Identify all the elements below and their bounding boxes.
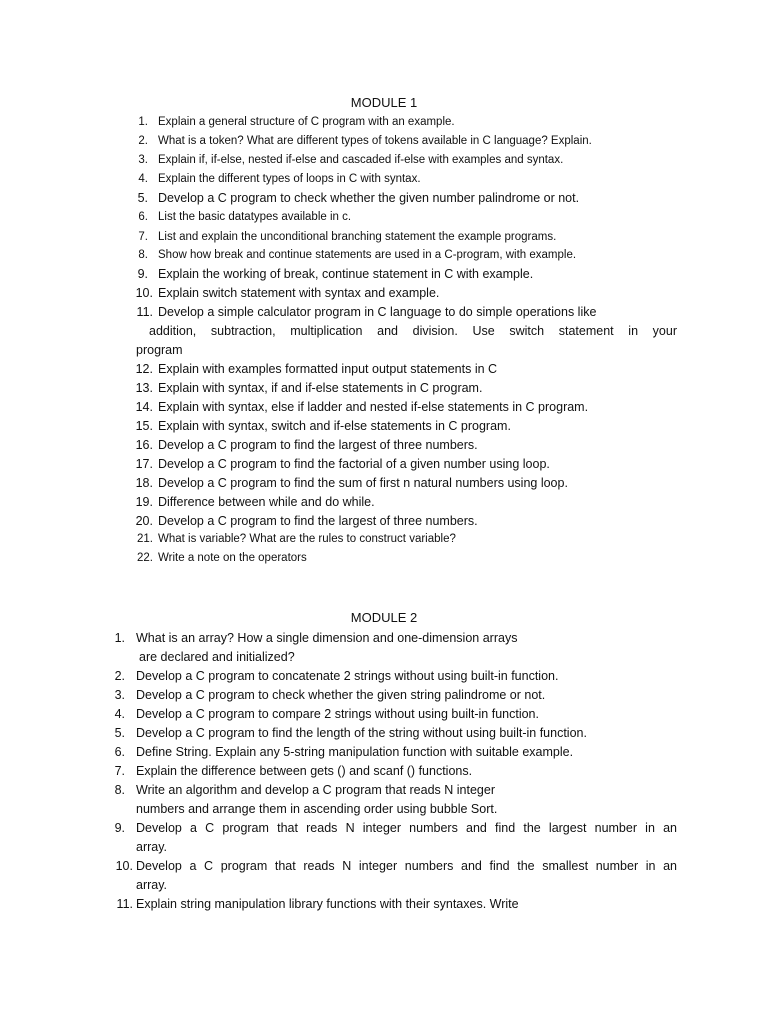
item-number: 9. (137, 267, 148, 281)
item-text: Difference between while and do while. (158, 495, 375, 509)
item-text: Write an algorithm and develop a C program that reads N integer (136, 783, 495, 797)
item-number: 8. (138, 249, 148, 261)
item-number: 4. (138, 173, 148, 185)
item-number: 13. (135, 381, 153, 395)
item-text: Develop a C program to find the sum of first n natural numbers using loop. (158, 476, 568, 490)
item-text: Develop a C program to find the largest of three numbers. (158, 514, 478, 528)
item-number: 5. (114, 726, 125, 740)
item-text: What is a token? What are different types of tokens available in C language? Explain. (158, 135, 592, 147)
item-text: Explain with syntax, else if ladder and nested if-else statements in C program. (158, 400, 589, 414)
list-item-continuation: addition, subtraction, multiplication and division. Use switch statement in your (149, 324, 677, 338)
item-number: 3. (114, 688, 125, 702)
item-number: 4. (114, 707, 125, 721)
list-item-continuation: are declared and initialized? (139, 650, 295, 664)
item-number: 11. (116, 897, 133, 911)
item-text: What is variable? What are the rules to construct variable? (158, 533, 456, 545)
item-text: Develop a C program to check whether the given number palindrome or not. (158, 191, 580, 205)
item-text: Develop a C program to find the length of the string without using built-in function. (136, 726, 587, 740)
item-text: Develop a C program to check whether the given string palindrome or not. (136, 688, 546, 702)
item-text: Develop a C program to concatenate 2 strings without using built-in function. (136, 669, 559, 683)
item-text: Explain with syntax, if and if-else statements in C program. (158, 381, 483, 395)
item-text: Explain the different types of loops in C with syntax. (158, 173, 421, 185)
item-text: Explain switch statement with syntax and example. (158, 286, 440, 300)
item-text: Explain if, if-else, nested if-else and cascaded if-else with examples and syntax. (158, 154, 564, 166)
item-text: Define String. Explain any 5-string manipulation function with suitable example. (136, 745, 574, 759)
module-1-title: MODULE 1 (350, 95, 418, 110)
item-number: 10. (115, 859, 133, 873)
item-text: Show how break and continue statements are used in a C-program, with example. (158, 249, 577, 261)
item-number: 11. (136, 305, 153, 319)
item-text: Explain a general structure of C program with an example. (158, 116, 455, 128)
item-number: 19. (135, 495, 153, 509)
item-text: List and explain the unconditional branching statement the example programs. (158, 231, 557, 243)
item-number: 1. (138, 116, 148, 128)
item-number: 7. (114, 764, 125, 778)
item-text: Develop a C program to compare 2 strings without using built-in function. (136, 707, 539, 721)
item-number: 1. (114, 631, 125, 645)
item-text: Develop a simple calculator program in C language to do simple operations like (158, 305, 597, 319)
item-number: 15. (135, 419, 153, 433)
item-text: Explain the working of break, continue statement in C with example. (158, 267, 534, 281)
item-number: 6. (114, 745, 125, 759)
item-number: 20. (135, 514, 153, 528)
item-number: 18. (135, 476, 153, 490)
item-text: Develop a C program to find the factorial of a given number using loop. (158, 457, 550, 471)
item-number: 5. (137, 191, 148, 205)
item-text: Explain with examples formatted input output statements in C (158, 362, 498, 376)
item-text: Develop a C program that reads N integer numbers and find the smallest number in an (136, 859, 677, 873)
item-number: 12. (135, 362, 153, 376)
item-text: Explain string manipulation library functions with their syntaxes. Write (136, 897, 519, 911)
item-number: 10. (135, 286, 153, 300)
item-number: 21. (137, 533, 153, 545)
item-number: 2. (114, 669, 125, 683)
item-number: 2. (138, 135, 148, 147)
item-number: 3. (138, 154, 148, 166)
item-number: 6. (138, 211, 148, 223)
item-number: 9. (114, 821, 125, 835)
item-text: What is an array? How a single dimension and one-dimension arrays (136, 631, 518, 645)
module-2-title: MODULE 2 (350, 610, 418, 625)
list-item-continuation: numbers and arrange them in ascending order using bubble Sort. (136, 802, 498, 816)
list-item-continuation: array. (136, 840, 168, 854)
item-text: Develop a C program to find the largest of three numbers. (158, 438, 478, 452)
item-number: 8. (114, 783, 125, 797)
item-number: 16. (135, 438, 153, 452)
item-text: Develop a C program that reads N integer numbers and find the largest number in an (136, 821, 677, 835)
item-text: Write a note on the operators (158, 552, 307, 564)
list-item-continuation: program (136, 343, 183, 357)
item-text: Explain the difference between gets () and scanf () functions. (136, 764, 473, 778)
item-number: 17. (135, 457, 153, 471)
item-text: List the basic datatypes available in c. (158, 211, 352, 223)
item-number: 7. (138, 231, 148, 243)
item-number: 22. (137, 552, 153, 564)
item-number: 14. (135, 400, 153, 414)
item-text: Explain with syntax, switch and if-else statements in C program. (158, 419, 511, 433)
list-item-continuation: array. (136, 878, 168, 892)
